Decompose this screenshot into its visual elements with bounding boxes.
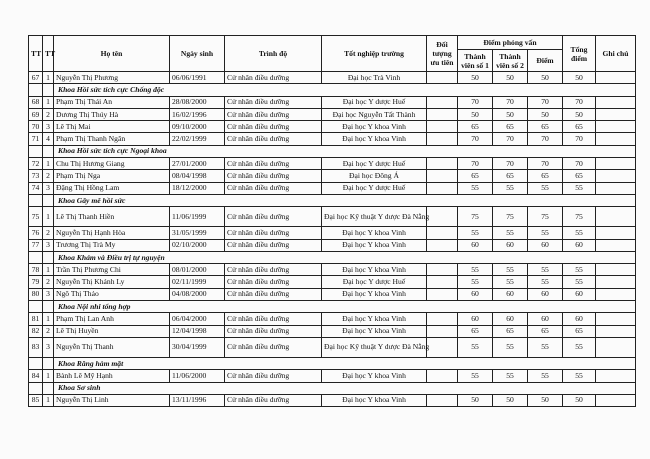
section-spacer [43,301,54,313]
cell-dob: 27/01/2000 [170,158,225,170]
cell-member-1: 70 [458,158,493,170]
cell-note [596,239,636,251]
cell-level: Cử nhân điều dưỡng [225,121,322,133]
cell-member-1: 55 [458,182,493,194]
cell-member-1: 60 [458,313,493,325]
cell-total: 55 [563,227,596,239]
cell-total: 60 [563,288,596,300]
cell-total: 50 [563,72,596,84]
cell-school: Đại học Y khoa Vinh [322,394,427,406]
cell-school: Đại học Trà Vinh [322,72,427,84]
cell-level: Cử nhân điều dưỡng [225,370,322,382]
cell-name: Chu Thị Hương Giang [54,158,170,170]
cell-tt2: 1 [43,72,54,84]
cell-member-1: 60 [458,288,493,300]
cell-dob: 02/11/1999 [170,276,225,288]
table-row [29,264,636,276]
header-total: Tổng điểm [563,36,596,72]
table-row [29,288,636,300]
cell-total: 55 [563,182,596,194]
cell-note [596,264,636,276]
cell-tt2: 2 [43,227,54,239]
cell-priority [427,313,458,325]
header-tt2: TT [43,36,54,72]
cell-member-2: 70 [493,96,528,108]
cell-total: 70 [563,96,596,108]
table-body [29,72,636,407]
cell-total: 50 [563,394,596,406]
table-row [29,325,636,337]
cell-member-1: 55 [458,337,493,357]
cell-tt: 79 [29,276,43,288]
section-spacer [29,301,43,313]
cell-score: 75 [528,207,563,227]
table-row [29,227,636,239]
cell-note [596,227,636,239]
cell-tt: 71 [29,133,43,145]
cell-score: 55 [528,337,563,357]
cell-school: Đại học Đông Á [322,170,427,182]
cell-tt: 67 [29,72,43,84]
section-row [29,84,636,96]
cell-tt2: 3 [43,288,54,300]
cell-total: 55 [563,276,596,288]
cell-dob: 08/01/2000 [170,264,225,276]
cell-member-1: 70 [458,133,493,145]
cell-school: Đại học Y khoa Vinh [322,227,427,239]
cell-school: Đại học Y dược Huế [322,182,427,194]
cell-tt: 69 [29,108,43,120]
cell-tt: 81 [29,313,43,325]
cell-member-2: 70 [493,158,528,170]
cell-score: 55 [528,182,563,194]
header-member-1: Thành viên số 1 [458,50,493,72]
cell-dob: 08/04/1998 [170,170,225,182]
cell-dob: 04/08/2000 [170,288,225,300]
cell-note [596,313,636,325]
cell-member-2: 55 [493,264,528,276]
section-label: Khoa Nội nhi tổng hợp [54,301,636,313]
cell-tt: 70 [29,121,43,133]
cell-member-2: 65 [493,325,528,337]
cell-member-2: 55 [493,370,528,382]
cell-total: 65 [563,121,596,133]
cell-level: Cử nhân điều dưỡng [225,288,322,300]
cell-total: 55 [563,370,596,382]
cell-tt2: 3 [43,337,54,357]
cell-name: Nguyễn Thị Linh [54,394,170,406]
table-row [29,133,636,145]
cell-tt: 83 [29,337,43,357]
cell-priority [427,288,458,300]
section-row [29,145,636,157]
cell-total: 75 [563,207,596,227]
cell-note [596,370,636,382]
cell-total: 70 [563,133,596,145]
cell-tt2: 1 [43,264,54,276]
section-label: Khoa Gây mê hồi sức [54,194,636,206]
cell-member-2: 65 [493,121,528,133]
cell-tt: 74 [29,182,43,194]
cell-tt: 82 [29,325,43,337]
cell-note [596,276,636,288]
cell-member-1: 65 [458,170,493,182]
cell-level: Cử nhân điều dưỡng [225,239,322,251]
cell-member-1: 55 [458,264,493,276]
cell-score: 55 [528,276,563,288]
cell-total: 55 [563,337,596,357]
cell-tt2: 2 [43,276,54,288]
cell-name: Nguyễn Thị Hạnh Hòa [54,227,170,239]
cell-note [596,207,636,227]
cell-member-1: 60 [458,239,493,251]
cell-dob: 02/10/2000 [170,239,225,251]
cell-tt: 78 [29,264,43,276]
table-row [29,337,636,357]
cell-tt: 84 [29,370,43,382]
section-spacer [43,251,54,263]
section-label: Khoa Sơ sinh [54,382,636,394]
cell-tt2: 1 [43,370,54,382]
cell-dob: 31/05/1999 [170,227,225,239]
section-spacer [43,194,54,206]
cell-note [596,325,636,337]
cell-tt2: 1 [43,158,54,170]
cell-level: Cử nhân điều dưỡng [225,133,322,145]
cell-tt2: 1 [43,96,54,108]
cell-priority [427,337,458,357]
cell-priority [427,133,458,145]
cell-member-1: 50 [458,108,493,120]
table-row [29,170,636,182]
cell-name: Đặng Thị Hồng Lam [54,182,170,194]
cell-note [596,288,636,300]
cell-member-2: 55 [493,182,528,194]
cell-school: Đại học Y khoa Vinh [322,133,427,145]
cell-score: 50 [528,108,563,120]
cell-tt: 72 [29,158,43,170]
cell-name: Ngô Thị Thảo [54,288,170,300]
cell-name: Dương Thị Thúy Hà [54,108,170,120]
cell-score: 60 [528,239,563,251]
cell-priority [427,170,458,182]
cell-level: Cử nhân điều dưỡng [225,276,322,288]
cell-member-2: 60 [493,288,528,300]
header-score: Điểm [528,50,563,72]
section-label: Khoa Hồi sức tích cực Chống độc [54,84,636,96]
cell-tt: 68 [29,96,43,108]
cell-priority [427,72,458,84]
cell-score: 60 [528,313,563,325]
cell-member-1: 50 [458,72,493,84]
cell-dob: 16/02/1996 [170,108,225,120]
table-row [29,96,636,108]
cell-tt: 76 [29,227,43,239]
cell-priority [427,370,458,382]
cell-member-2: 50 [493,394,528,406]
cell-name: Lê Thị Huyền [54,325,170,337]
cell-priority [427,325,458,337]
table-row [29,313,636,325]
cell-name: Nguyễn Thị Phương [54,72,170,84]
cell-tt2: 1 [43,313,54,325]
cell-total: 60 [563,239,596,251]
table-row [29,239,636,251]
cell-school: Đại học Y dược Huế [322,276,427,288]
header-school: Tốt nghiệp trường [322,36,427,72]
cell-school: Đại học Y dược Huế [322,158,427,170]
cell-dob: 12/04/1998 [170,325,225,337]
section-spacer [29,84,43,96]
cell-level: Cử nhân điều dưỡng [225,158,322,170]
table-row [29,207,636,227]
cell-note [596,337,636,357]
cell-tt2: 1 [43,394,54,406]
cell-total: 70 [563,158,596,170]
cell-score: 70 [528,158,563,170]
cell-member-2: 60 [493,313,528,325]
cell-level: Cử nhân điều dưỡng [225,313,322,325]
cell-level: Cử nhân điều dưỡng [225,227,322,239]
cell-total: 55 [563,264,596,276]
cell-tt2: 2 [43,108,54,120]
cell-tt: 85 [29,394,43,406]
cell-note [596,133,636,145]
section-row [29,301,636,313]
section-row [29,357,636,369]
cell-member-2: 55 [493,337,528,357]
cell-school: Đại học Kỹ thuật Y dược Đà Nẵng [322,207,427,227]
cell-level: Cử nhân điều dưỡng [225,96,322,108]
cell-school: Đại học Y khoa Vinh [322,313,427,325]
candidate-score-table [28,35,636,407]
header-level: Trình độ [225,36,322,72]
cell-score: 55 [528,370,563,382]
cell-level: Cử nhân điều dưỡng [225,72,322,84]
section-spacer [43,84,54,96]
cell-dob: 13/11/1996 [170,394,225,406]
table-row [29,108,636,120]
cell-member-2: 55 [493,276,528,288]
cell-name: Phạm Thị Nga [54,170,170,182]
cell-member-1: 70 [458,96,493,108]
cell-total: 60 [563,313,596,325]
cell-dob: 22/02/1999 [170,133,225,145]
cell-member-2: 60 [493,239,528,251]
cell-school: Đại học Y khoa Vinh [322,288,427,300]
cell-tt2: 3 [43,239,54,251]
cell-level: Cử nhân điều dưỡng [225,264,322,276]
cell-tt: 73 [29,170,43,182]
header-priority: Đối tượng ưu tiên [427,36,458,72]
cell-name: Bành Lê Mỹ Hạnh [54,370,170,382]
cell-dob: 09/10/2000 [170,121,225,133]
cell-level: Cử nhân điều dưỡng [225,170,322,182]
cell-member-1: 65 [458,121,493,133]
cell-dob: 28/08/2000 [170,96,225,108]
cell-tt2: 2 [43,325,54,337]
table-row [29,276,636,288]
section-spacer [29,251,43,263]
cell-level: Cử nhân điều dưỡng [225,182,322,194]
cell-member-2: 50 [493,108,528,120]
cell-total: 65 [563,170,596,182]
cell-score: 65 [528,170,563,182]
section-row [29,194,636,206]
cell-name: Phạm Thị Thanh Ngân [54,133,170,145]
cell-level: Cử nhân điều dưỡng [225,394,322,406]
section-spacer [29,194,43,206]
section-row [29,251,636,263]
cell-tt2: 3 [43,121,54,133]
header-name: Họ tên [54,36,170,72]
cell-school: Đại học Kỹ thuật Y dược Đà Nẵng [322,337,427,357]
cell-tt2: 3 [43,182,54,194]
cell-tt: 77 [29,239,43,251]
cell-note [596,96,636,108]
cell-tt: 75 [29,207,43,227]
cell-name: Trương Thị Trà My [54,239,170,251]
cell-member-1: 65 [458,325,493,337]
cell-priority [427,207,458,227]
cell-tt2: 2 [43,170,54,182]
cell-note [596,170,636,182]
cell-name: Trần Thị Phương Chi [54,264,170,276]
cell-name: Nguyễn Thị Thanh [54,337,170,357]
header-interview-score: Điểm phỏng vấn [458,36,563,50]
cell-note [596,182,636,194]
cell-priority [427,121,458,133]
cell-name: Phạm Thị Lan Anh [54,313,170,325]
table-row [29,370,636,382]
cell-member-2: 50 [493,72,528,84]
cell-level: Cử nhân điều dưỡng [225,108,322,120]
section-label: Khoa Khám và Điều trị tự nguyện [54,251,636,263]
cell-total: 65 [563,325,596,337]
cell-tt2: 1 [43,207,54,227]
cell-score: 50 [528,72,563,84]
cell-member-2: 55 [493,227,528,239]
cell-score: 60 [528,288,563,300]
cell-school: Đại học Y khoa Vinh [322,370,427,382]
section-row [29,382,636,394]
cell-dob: 06/04/2000 [170,313,225,325]
cell-priority [427,394,458,406]
section-spacer [29,382,43,394]
table-row [29,394,636,406]
cell-member-1: 55 [458,276,493,288]
cell-dob: 18/12/2000 [170,182,225,194]
cell-priority [427,264,458,276]
cell-school: Đại học Nguyễn Tất Thành [322,108,427,120]
cell-score: 65 [528,325,563,337]
cell-note [596,108,636,120]
cell-school: Đại học Y khoa Vinh [322,325,427,337]
cell-priority [427,227,458,239]
cell-score: 55 [528,227,563,239]
cell-note [596,158,636,170]
cell-priority [427,182,458,194]
cell-school: Đại học Y khoa Vinh [322,121,427,133]
cell-total: 50 [563,108,596,120]
cell-score: 70 [528,96,563,108]
cell-name: Nguyễn Thị Khánh Ly [54,276,170,288]
section-label: Khoa Răng hàm mặt [54,357,636,369]
cell-score: 50 [528,394,563,406]
table-row [29,121,636,133]
section-spacer [29,357,43,369]
header-note: Ghi chú [596,36,636,72]
cell-note [596,72,636,84]
cell-note [596,394,636,406]
cell-priority [427,239,458,251]
cell-dob: 06/06/1991 [170,72,225,84]
cell-school: Đại học Y khoa Vinh [322,264,427,276]
cell-member-1: 50 [458,394,493,406]
table-row [29,158,636,170]
cell-member-1: 55 [458,370,493,382]
cell-name: Lê Thị Mai [54,121,170,133]
section-spacer [43,145,54,157]
cell-score: 70 [528,133,563,145]
table-row [29,182,636,194]
cell-member-1: 55 [458,227,493,239]
section-spacer [43,382,54,394]
section-label: Khoa Hồi sức tích cực Ngoại khoa [54,145,636,157]
cell-level: Cử nhân điều dưỡng [225,337,322,357]
cell-school: Đại học Y khoa Vinh [322,239,427,251]
cell-score: 55 [528,264,563,276]
header-tt: TT [29,36,43,72]
cell-level: Cử nhân điều dưỡng [225,207,322,227]
cell-priority [427,108,458,120]
section-spacer [43,357,54,369]
cell-priority [427,276,458,288]
cell-tt2: 4 [43,133,54,145]
cell-dob: 11/06/1999 [170,207,225,227]
cell-member-1: 75 [458,207,493,227]
cell-note [596,121,636,133]
cell-name: Lê Thị Thanh Hiền [54,207,170,227]
cell-school: Đại học Y dược Huế [322,96,427,108]
section-spacer [29,145,43,157]
cell-priority [427,96,458,108]
cell-score: 65 [528,121,563,133]
cell-tt: 80 [29,288,43,300]
cell-member-2: 65 [493,170,528,182]
header-member-2: Thành viên số 2 [493,50,528,72]
cell-name: Phạm Thị Thái An [54,96,170,108]
cell-dob: 11/06/2000 [170,370,225,382]
header-dob: Ngày sinh [170,36,225,72]
cell-level: Cử nhân điều dưỡng [225,325,322,337]
cell-priority [427,158,458,170]
cell-dob: 30/04/1999 [170,337,225,357]
cell-member-2: 75 [493,207,528,227]
table-row [29,72,636,84]
cell-member-2: 70 [493,133,528,145]
